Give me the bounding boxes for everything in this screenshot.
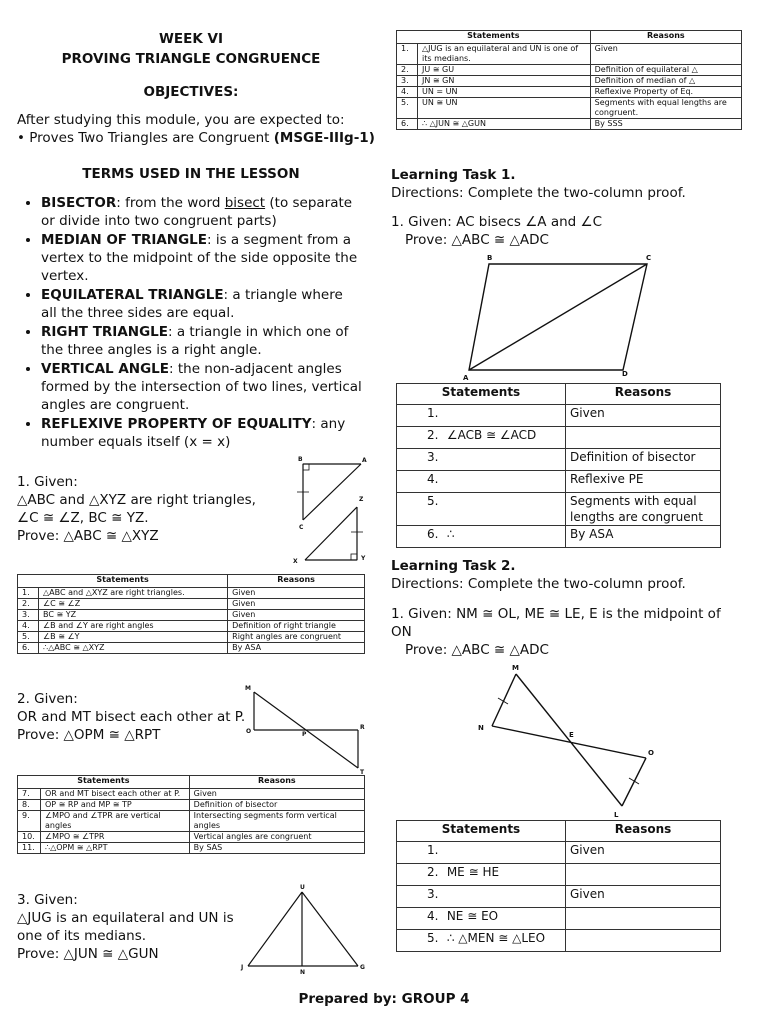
table-row: 11. ∴△OPM ≅ △RPT By SAS: [18, 843, 365, 854]
task1-proof-table: [396, 383, 721, 548]
task2-prove: Prove: △ABC ≅ △ADC: [405, 642, 549, 658]
table-row: 10. ∠MPO ≅ ∠TPR Vertical angles are congruent: [18, 832, 365, 843]
table-row: 4. Reflexive PE: [397, 471, 721, 493]
table-row: 4. NE ≅ EO: [397, 908, 721, 930]
col-reasons: Reasons: [590, 31, 741, 44]
table-row: 4. UN = UN Reflexive Property of Eq.: [397, 87, 742, 98]
example1-figure: [285, 452, 380, 567]
table-row: 6. ∴ By ASA: [397, 526, 721, 548]
label-d: D: [622, 370, 628, 378]
example3-proof-table: [396, 30, 742, 130]
label-o: O: [648, 749, 654, 757]
objectives-title: OBJECTIVES:: [143, 84, 239, 100]
label-m: M: [512, 664, 519, 672]
label-p: P: [302, 731, 307, 738]
label-e: E: [569, 731, 574, 739]
example2-figure: [240, 682, 370, 776]
label-t: T: [360, 769, 365, 776]
table-row: 5. UN ≅ UN Segments with equal lengths are congruent.: [397, 98, 742, 119]
objective-code: (MSGE-IIIg-1): [273, 130, 375, 146]
table-row: 1. △JUG is an equilateral and UN is one of its medians. Given: [397, 44, 742, 65]
example2-text: 2. Given: OR and MT bisect each other at P. Prove: △OPM ≅ △RPT: [17, 691, 246, 743]
table-row: 1. △ABC and △XYZ are right triangles. Given: [18, 588, 365, 599]
label-a: A: [362, 457, 367, 464]
objective-text: • Proves Two Triangles are Congruent: [17, 130, 270, 146]
task1-given: 1. Given: AC bisecs ∠A and ∠C: [391, 214, 603, 230]
label-g: G: [360, 964, 365, 971]
col-statements: Statements: [397, 31, 591, 44]
task2-proof-table: [396, 820, 721, 952]
table-row: 2. ∠ACB ≅ ∠ACD: [397, 427, 721, 449]
objective-item: [17, 129, 382, 147]
task1-prove: Prove: △ABC ≅ △ADC: [405, 232, 549, 248]
label-a: A: [463, 374, 469, 382]
table-row: 6. ∴△ABC ≅ △XYZ By ASA: [18, 643, 365, 654]
term-reflexive: • REFLEXIVE PROPERTY OF EQUALITY: any number equals itself (x = x): [41, 415, 362, 451]
table-row: 5. Segments with equal lengths are congruent: [397, 493, 721, 526]
task2-directions: Directions: Complete the two-column proof.: [391, 576, 686, 592]
table-row: 7. OR and MT bisect each other at P. Given: [18, 789, 365, 800]
example3-text: 3. Given: △JUG is an equilateral and UN is one of its medians. Prove: △JUN ≅ △GUN: [17, 892, 234, 962]
example2-proof-table: [17, 775, 365, 854]
table-row: 5. ∴ △MEN ≅ △LEO: [397, 930, 721, 952]
task1-title: Learning Task 1.: [391, 167, 516, 183]
table-row: 3. Given: [397, 886, 721, 908]
label-b: B: [487, 254, 493, 262]
col-reasons: Reasons: [189, 776, 364, 789]
example3-figure: [236, 882, 372, 974]
label-n: N: [300, 969, 306, 974]
topic-title: PROVING TRIANGLE CONGRUENCE: [61, 51, 321, 67]
label-x: X: [293, 558, 298, 565]
label-n: N: [478, 724, 484, 732]
term-right-triangle: • RIGHT TRIANGLE: a triangle in which one of the three angles is a right angle.: [41, 323, 362, 359]
table-row: 1. Given: [397, 405, 721, 427]
task2-figure: [472, 660, 662, 820]
table-row: 4. ∠B and ∠Y are right angles Definition of right triangle: [18, 621, 365, 632]
col-reasons: Reasons: [228, 575, 365, 588]
col-reasons: Reasons: [566, 821, 721, 842]
table-row: 5. ∠B ≅ ∠Y Right angles are congruent: [18, 632, 365, 643]
table-row: 2. JU ≅ GU Definition of equilateral △: [397, 65, 742, 76]
table-row: 3. JN ≅ GN Definition of median of △: [397, 76, 742, 87]
table-row: 2. ∠C ≅ ∠Z Given: [18, 599, 365, 610]
task1-figure: [455, 250, 665, 382]
table-row: 6. ∴ △JUN ≅ △GUN By SSS: [397, 119, 742, 130]
table-row: 3. BC ≅ YZ Given: [18, 610, 365, 621]
col-statements: Statements: [397, 384, 566, 405]
label-z: Z: [359, 496, 364, 503]
label-m: M: [245, 685, 251, 692]
col-statements: Statements: [18, 575, 228, 588]
term-bisector: • BISECTOR: from the word bisect (to separate or divide into two congruent parts): [41, 194, 362, 230]
label-c: C: [646, 254, 652, 262]
table-row: 3. Definition of bisector: [397, 449, 721, 471]
term-median: • MEDIAN OF TRIANGLE: is a segment from a vertex to the midpoint of the side opposite the vertex.: [41, 231, 362, 285]
terms-list: [17, 194, 362, 452]
example1-text: 1. Given: △ABC and △XYZ are right triangles, ∠C ≅ ∠Z, BC ≅ YZ. Prove: △ABC ≅ △XYZ: [17, 474, 256, 544]
label-o: O: [246, 728, 252, 735]
label-b: B: [298, 456, 303, 463]
table-row: 1. Given: [397, 842, 721, 864]
example1-proof-table: [17, 574, 365, 654]
label-j: J: [241, 964, 244, 971]
objectives-intro: After studying this module, you are expected to:: [17, 112, 345, 128]
task1-directions: Directions: Complete the two-column proof.: [391, 185, 686, 201]
table-row: 9. ∠MPO and ∠TPR are vertical angles Intersecting segments form vertical angles: [18, 811, 365, 832]
task2-given: 1. Given: NM ≅ OL, ME ≅ LE, E is the midpoint of ON: [391, 606, 721, 640]
table-row: 8. OP ≅ RP and MP ≅ TP Definition of bisector: [18, 800, 365, 811]
col-statements: Statements: [397, 821, 566, 842]
label-u: U: [300, 884, 305, 891]
label-r: R: [360, 724, 365, 731]
col-reasons: Reasons: [566, 384, 721, 405]
term-vertical-angle: • VERTICAL ANGLE: the non-adjacent angles formed by the intersection of two lines, vertical angles are congruent.: [41, 360, 362, 414]
label-c: C: [299, 524, 304, 531]
label-l: L: [614, 811, 619, 819]
task2-title: Learning Task 2.: [391, 558, 516, 574]
label-y: Y: [361, 555, 366, 562]
terms-title: TERMS USED IN THE LESSON: [82, 166, 300, 182]
col-statements: Statements: [18, 776, 190, 789]
prepared-by: Prepared by: GROUP 4: [298, 991, 470, 1007]
term-equilateral: • EQUILATERAL TRIANGLE: a triangle where all the three sides are equal.: [41, 286, 362, 322]
table-row: 2. ME ≅ HE: [397, 864, 721, 886]
week-title: WEEK VI: [159, 31, 223, 47]
